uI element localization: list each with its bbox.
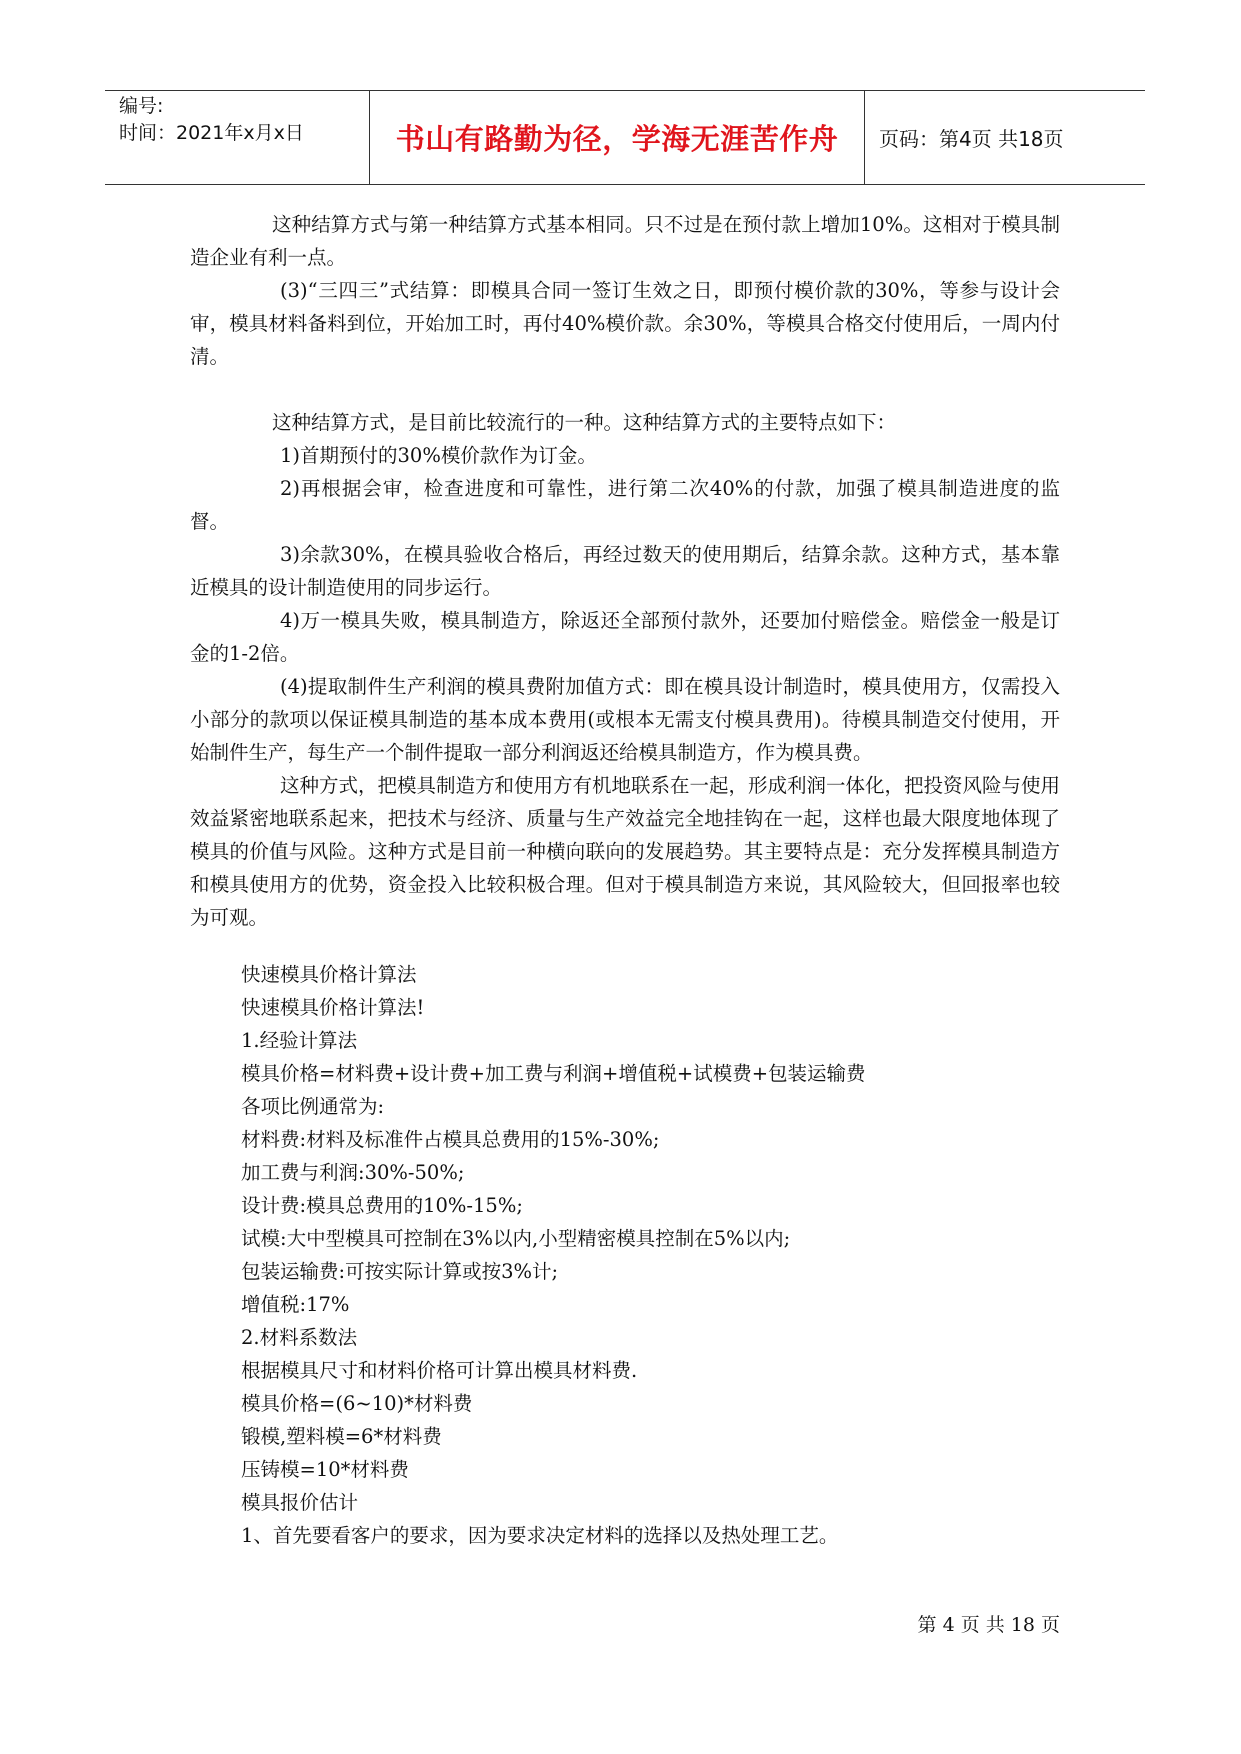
paragraph: 这种方式，把模具制造方和使用方有机地联系在一起，形成利润一体化，把投资风险与使用效益紧密地联系起来，把技术与经济、质量与生产效益完全地挂钩在一起，这样也最大限度地体现了模具的价值与风险。这种方式是目前一种横向联向的发展趋势。其主要特点是：充分发挥模具制造方和模具使用方的优势，资金投入比较积极合理。但对于模具制造方来说，其风险较大，但回报率也较为可观。 <box>190 774 1061 929</box>
text-line: 包装运输费:可按实际计算或按3%计; <box>241 1260 559 1283</box>
list-item: 2)再根据会审，检查进度和可靠性，进行第二次40%的付款，加强了模具制造进度的监督。 <box>190 477 1060 533</box>
text-line: 1.经验计算法 <box>241 1029 358 1052</box>
paragraph: 这种结算方式与第一种结算方式基本相同。只不过是在预付款上增加10%。这相对于模具制造企业有利一点。 <box>190 213 1060 269</box>
text-line: 模具价格=(6~10)*材料费 <box>241 1392 473 1415</box>
text-line: 快速模具价格计算法 <box>241 963 417 986</box>
text-line: 增值税:17% <box>241 1293 350 1316</box>
header-meta-cell <box>105 91 370 184</box>
text-line: 模具报价估计 <box>241 1491 359 1514</box>
text-line: 压铸模=10*材料费 <box>241 1458 409 1481</box>
paragraph: 这种结算方式，是目前比较流行的一种。这种结算方式的主要特点如下： <box>272 411 897 434</box>
list-item: 3)余款30%，在模具验收合格后，再经过数天的使用期后，结算余款。这种方式，基本靠近模具的设计制造使用的同步运行。 <box>190 543 1060 599</box>
paragraph: (4)提取制件生产利润的模具费附加值方式：即在模具设计制造时，模具使用方，仅需投入小部分的款项以保证模具制造的基本成本费用(或根本无需支付模具费用)。待模具制造交付使用，开始制件生产，每生产一个制件提取一部分利润返还给模具制造方，作为模具费。 <box>190 675 1060 764</box>
document-time-label: 时间：2021年x月x日 <box>119 122 304 144</box>
text-line: 根据模具尺寸和材料价格可计算出模具材料费. <box>241 1359 638 1382</box>
text-line: 2.材料系数法 <box>241 1326 358 1349</box>
text-line: 材料费:材料及标准件占模具总费用的15%-30%; <box>241 1128 660 1151</box>
text-line: 模具价格=材料费+设计费+加工费与利润+增值税+试模费+包装运输费 <box>241 1062 866 1085</box>
document-number-label: 编号: <box>119 95 164 117</box>
paragraph: (3)“三四三”式结算：即模具合同一签订生效之日，即预付模价款的30%，等参与设计会审，模具材料备料到位，开始加工时，再付40%模价款。余30%，等模具合格交付使用后，一周内付清。 <box>190 279 1060 368</box>
header-page-info: 页码：第4页 共18页 <box>879 127 1064 151</box>
page-footer: 第 4 页 共 18 页 <box>917 1614 1060 1636</box>
price-calculation-section <box>241 958 1061 1552</box>
text-line: 试模:大中型模具可控制在3%以内,小型精密模具控制在5%以内; <box>241 1227 791 1250</box>
header-motto: 书山有路勤为径，学海无涯苦作舟 <box>370 91 865 184</box>
document-body <box>190 208 1060 934</box>
text-line: 1、首先要看客户的要求，因为要求决定材料的选择以及热处理工艺。 <box>241 1524 839 1547</box>
list-item: 4)万一模具失败，模具制造方，除返还全部预付款外，还要加付赔偿金。赔偿金一般是订金的1-2倍。 <box>190 609 1060 665</box>
paragraph-gap <box>190 373 1060 406</box>
text-line: 设计费:模具总费用的10%-15%; <box>241 1194 523 1217</box>
text-line: 快速模具价格计算法! <box>241 996 425 1019</box>
text-line: 锻模,塑料模=6*材料费 <box>241 1425 442 1448</box>
text-line: 各项比例通常为: <box>241 1095 385 1118</box>
list-item: 1)首期预付的30%模价款作为订金。 <box>280 444 597 467</box>
page-header <box>105 90 1145 185</box>
text-line: 加工费与利润:30%-50%; <box>241 1161 465 1184</box>
